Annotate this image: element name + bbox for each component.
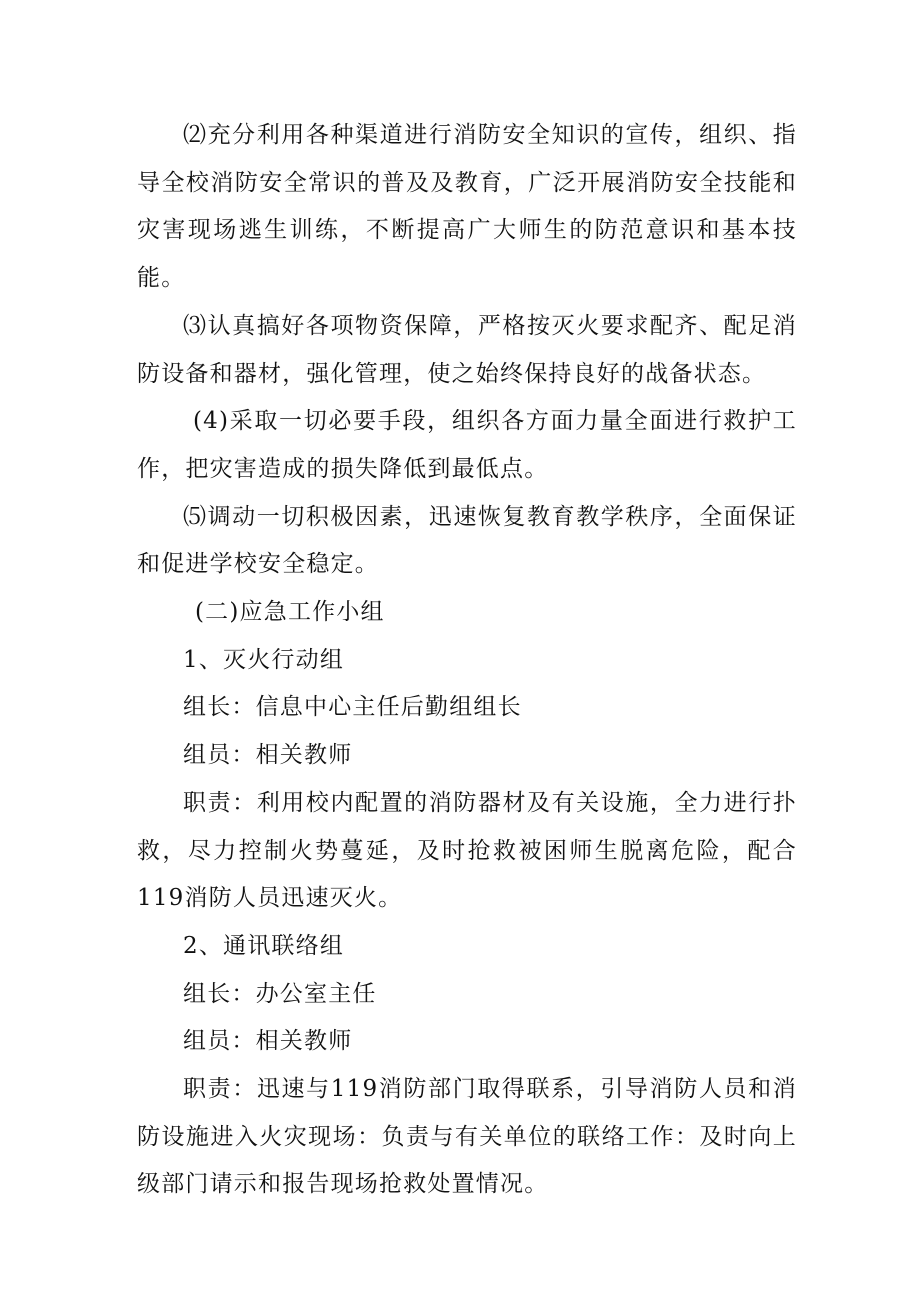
paragraph-rescue: (4)采取一切必要手段，组织各方面力量全面进行救护工作，把灾害造成的损失降低到最低点。 (137, 408, 797, 482)
firefighting-duties: 职责：利用校内配置的消防器材及有关设施，全力进行扑救，尽力控制火势蔓延，及时抢救被困师生脱离危险，配合119消防人员迅速灭火。 (137, 789, 797, 912)
communication-leader: 组长：办公室主任 (183, 980, 377, 1007)
communication-duties: 职责：迅速与119消防部门取得联系，引导消防人员和消防设施进入火灾现场：负责与有关单位的联络工作：及时向上级部门请示和报告现场抢救处置情况。 (137, 1076, 797, 1198)
communication-members: 组员：相关教师 (183, 1028, 353, 1055)
firefighting-members: 组员：相关教师 (183, 742, 353, 769)
paragraph-order: ⑸调动一切积极因素，迅速恢复教育教学秩序，全面保证和促进学校安全稳定。 (137, 503, 797, 578)
document-body (137, 112, 797, 1209)
firefighting-leader: 组长：信息中心主任后勤组组长 (183, 694, 522, 721)
paragraph-supplies: ⑶认真搞好各项物资保障，严格按灭火要求配齐、配足消防设备和器材，强化管理，使之始终保持良好的战备状态。 (137, 312, 797, 387)
group-title-communication: 2、通讯联络组 (183, 932, 345, 959)
group-title-firefighting: 1、灭火行动组 (183, 646, 345, 673)
section-heading-emergency-groups: (二)应急工作小组 (195, 599, 385, 626)
paragraph-publicity: ⑵充分利用各种渠道进行消防安全知识的宣传，组织、指导全校消防安全常识的普及及教育，广泛开展消防安全技能和灾害现场逃生训练，不断提高广大师生的防范意识和基本技能。 (137, 122, 797, 292)
